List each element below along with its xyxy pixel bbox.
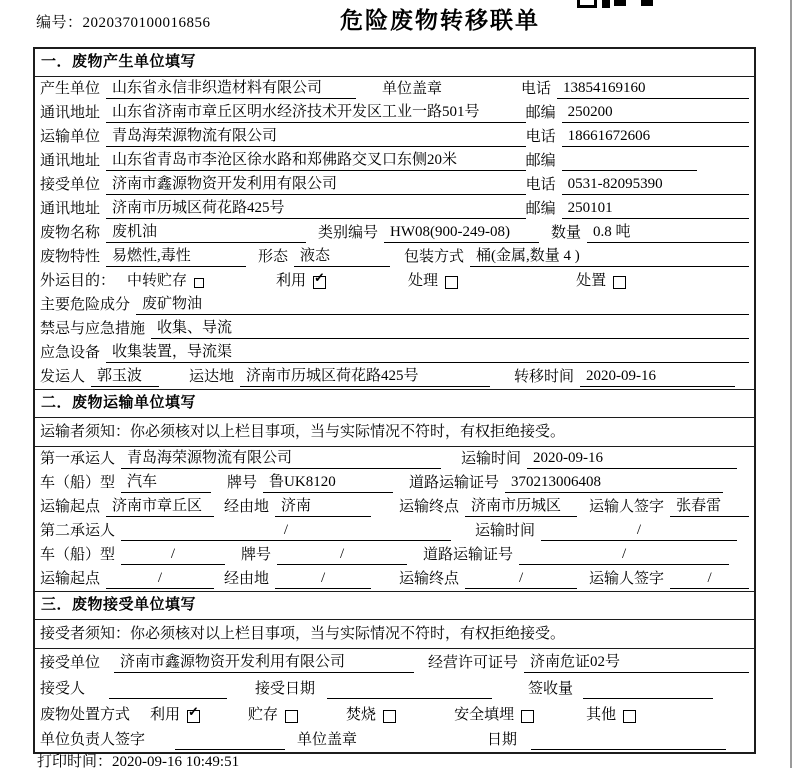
receive-date-value (327, 682, 492, 699)
print-time-value: 2020-09-16 10:49:51 (112, 754, 240, 770)
zip-group (526, 152, 749, 171)
carrier-sign-label: 运输人签字 (589, 571, 665, 587)
transfer-form-table (33, 47, 756, 754)
phone-value: 0531-82095390 (562, 175, 749, 195)
zip-value (562, 154, 697, 171)
disposal-option-label: 贮存 (248, 707, 279, 723)
address-value: 山东省济南市章丘区明水经济技术开发区工业一路501号 (106, 103, 526, 123)
purpose-option-label: 处理 (408, 273, 439, 289)
row-produce-unit (35, 77, 754, 101)
transporter-notice-text: 运输者须知：你必须核对以上栏目事项，当与实际情况不符时，有权拒绝接受。 (40, 423, 566, 440)
checkbox-icon (521, 710, 534, 723)
hazard-label: 主要危险成分 (40, 297, 131, 313)
taboo-value: 收集、导流 (151, 319, 749, 339)
vehicle-type-value: 汽车 (121, 473, 211, 493)
row-first-carrier (35, 447, 754, 471)
row-route-1 (35, 495, 754, 519)
plate-value: / (277, 545, 407, 565)
vehicle-type-value: / (121, 545, 225, 565)
produce-unit-value: 山东省永信非织造材料有限公司 (106, 79, 356, 99)
row-receiver-notice (35, 620, 754, 649)
origin-value: 济南市章丘区 (106, 497, 214, 517)
road-cert-label: 道路运输证号 (423, 547, 514, 563)
carrier-label: 第二承运人 (40, 523, 116, 539)
row-vehicle-1 (35, 471, 754, 495)
print-time-label: 打印时间： (37, 754, 113, 770)
form-value: 液态 (294, 247, 390, 267)
carrier-value: 青岛海荣源物流有限公司 (121, 449, 441, 469)
date-label: 日期 (487, 732, 518, 748)
row-receive-address (35, 197, 754, 221)
zip-group (526, 103, 749, 123)
address-label: 通讯地址 (40, 105, 101, 121)
transfer-time-label: 转移时间 (514, 369, 575, 385)
transfer-time-value: 2020-09-16 (580, 367, 735, 387)
shipper-label: 发运人 (40, 369, 86, 385)
receiver-label: 接受人 (40, 681, 86, 697)
row-shipper (35, 365, 754, 389)
category-label: 类别编号 (318, 225, 379, 241)
disposal-option-label: 安全填埋 (454, 707, 515, 723)
row-hazard-component (35, 293, 754, 317)
plate-label: 牌号 (227, 475, 258, 491)
hazard-value: 废矿物油 (136, 295, 749, 315)
row-receiver (35, 675, 754, 701)
purpose-option-label: 利用 (276, 273, 307, 289)
row-purpose (35, 269, 754, 293)
road-cert-value: 370213006408 (505, 473, 723, 493)
character-label: 废物特性 (40, 249, 101, 265)
package-label: 包装方式 (404, 249, 465, 265)
destination-label: 运达地 (189, 369, 235, 385)
via-label: 经由地 (224, 499, 270, 515)
purpose-option-label: 处置 (576, 273, 607, 289)
carrier-sign-value: 张春雷 (670, 497, 749, 517)
address-value: 济南市历城区荷花路425号 (106, 199, 526, 219)
license-label: 经营许可证号 (428, 655, 519, 671)
plate-value: 鲁UK8120 (263, 473, 393, 493)
row-second-carrier (35, 519, 754, 543)
row-produce-address (35, 101, 754, 125)
disposal-label: 废物处置方式 (40, 707, 131, 723)
phone-label: 电话 (521, 81, 552, 97)
section2-header: 二．废物运输单位填写 (35, 389, 754, 418)
carrier-value: / (121, 521, 451, 541)
road-cert-value: / (519, 545, 729, 565)
unit-seal-label: 单位盖章 (297, 732, 358, 748)
via-label: 经由地 (224, 571, 270, 587)
transport-time-value: 2020-09-16 (527, 449, 737, 469)
phone-value: 13854169160 (557, 79, 749, 99)
checkbox-icon (383, 710, 396, 723)
row-receive-unit (35, 173, 754, 197)
disposal-option-label: 焚烧 (346, 707, 377, 723)
end-label: 运输终点 (399, 571, 460, 587)
form-label: 形态 (258, 249, 289, 265)
waste-name-label: 废物名称 (40, 225, 101, 241)
row-head-signature (35, 727, 754, 752)
carrier-sign-label: 运输人签字 (589, 499, 665, 515)
receiver-value (109, 682, 227, 699)
receipt-qty-label: 签收量 (528, 681, 574, 697)
row-disposal-method (35, 701, 754, 727)
equipment-label: 应急设备 (40, 345, 101, 361)
receive-unit-value: 济南市鑫源物资开发利用有限公司 (114, 653, 414, 673)
taboo-label: 禁忌与应急措施 (40, 321, 146, 337)
category-value: HW08(900-249-08) (384, 223, 539, 243)
head-sign-label: 单位负责人签字 (40, 732, 146, 748)
phone-group (521, 79, 749, 99)
license-value: 济南危证02号 (524, 653, 749, 673)
waste-name-value: 废机油 (106, 223, 306, 243)
doc-number-value: 2020370100016856 (82, 15, 211, 31)
destination-value: 济南市历城区荷花路425号 (240, 367, 490, 387)
checkbox-icon (613, 276, 626, 289)
origin-label: 运输起点 (40, 571, 101, 587)
produce-unit-label: 产生单位 (40, 81, 101, 97)
end-label: 运输终点 (399, 499, 460, 515)
address-label: 通讯地址 (40, 201, 101, 217)
zip-group (526, 199, 749, 219)
receive-unit-label: 接受单位 (40, 655, 101, 671)
checkbox-icon (285, 710, 298, 723)
phone-value: 18661672606 (562, 127, 749, 147)
equipment-value: 收集装置，导流渠 (106, 343, 749, 363)
carrier-sign-value: / (670, 569, 749, 589)
quantity-value: 0.8 吨 (587, 223, 749, 243)
receive-unit-label: 接受单位 (40, 177, 101, 193)
character-value: 易燃性,毒性 (106, 247, 246, 267)
carrier-label: 第一承运人 (40, 451, 116, 467)
zip-label: 邮编 (525, 201, 556, 217)
row-emergency-equipment (35, 341, 754, 365)
transport-unit-label: 运输单位 (40, 129, 101, 145)
checkbox-checked-icon: ✓ (313, 276, 326, 289)
page-title: 危险废物转移联单 (340, 8, 540, 33)
checkbox-icon (445, 276, 458, 289)
zip-value: 250200 (562, 103, 749, 123)
row-receive-unit-confirm (35, 649, 754, 675)
road-cert-label: 道路运输证号 (409, 475, 500, 491)
transport-time-value: / (541, 521, 737, 541)
phone-label: 电话 (525, 129, 556, 145)
row-transport-unit (35, 125, 754, 149)
plate-label: 牌号 (241, 547, 272, 563)
end-value: 济南市历城区 (465, 497, 577, 517)
checkbox-checked-icon: ✓ (187, 710, 200, 723)
shipper-value: 郭玉波 (91, 367, 159, 387)
row-transport-address (35, 149, 754, 173)
end-value: / (465, 569, 577, 589)
unit-seal-label: 单位盖章 (382, 81, 443, 97)
receiver-notice-text: 接受者须知：你必须核对以上栏目事项，当与实际情况不符时，有权拒绝接受。 (40, 625, 566, 642)
row-taboo-measures (35, 317, 754, 341)
date-value (531, 733, 726, 750)
section3-header: 三．废物接受单位填写 (35, 591, 754, 620)
receive-date-label: 接受日期 (255, 681, 316, 697)
disposal-option-label: 利用 (150, 707, 181, 723)
package-value: 桶(金属,数量 4 ) (470, 247, 749, 267)
phone-label: 电话 (525, 177, 556, 193)
vehicle-type-label: 车（船）型 (40, 475, 116, 491)
zip-value: 250101 (562, 199, 749, 219)
receipt-qty-value (583, 682, 713, 699)
cutoff-stamp-icon (577, 0, 655, 9)
row-vehicle-2 (35, 543, 754, 567)
page-edge-line (790, 0, 792, 768)
receive-unit-value: 济南市鑫源物资开发利用有限公司 (106, 175, 526, 195)
purpose-option-label: 中转贮存 (127, 273, 188, 289)
origin-value: / (106, 569, 214, 589)
purpose-label: 外运目的： (40, 273, 116, 289)
section1-header: 一．废物产生单位填写 (35, 49, 754, 77)
via-value: 济南 (275, 497, 371, 517)
transport-time-label: 运输时间 (461, 451, 522, 467)
doc-number-label: 编号： (36, 15, 83, 31)
checkbox-icon (194, 278, 204, 288)
row-waste-name (35, 221, 754, 245)
zip-label: 邮编 (525, 153, 556, 169)
transport-time-label: 运输时间 (475, 523, 536, 539)
head-sign-value (175, 733, 285, 750)
zip-label: 邮编 (525, 105, 556, 121)
quantity-label: 数量 (551, 225, 582, 241)
row-waste-character (35, 245, 754, 269)
origin-label: 运输起点 (40, 499, 101, 515)
vehicle-type-label: 车（船）型 (40, 547, 116, 563)
checkbox-icon (623, 710, 636, 723)
transport-unit-value: 青岛海荣源物流有限公司 (106, 127, 526, 147)
row-route-2 (35, 567, 754, 591)
phone-group (526, 175, 749, 195)
address-label: 通讯地址 (40, 153, 101, 169)
disposal-option-label: 其他 (586, 707, 617, 723)
address-value: 山东省青岛市李沧区徐水路和郑佛路交叉口东侧20米 (106, 151, 526, 171)
via-value: / (275, 569, 371, 589)
row-transporter-notice (35, 418, 754, 447)
phone-group (526, 127, 749, 147)
